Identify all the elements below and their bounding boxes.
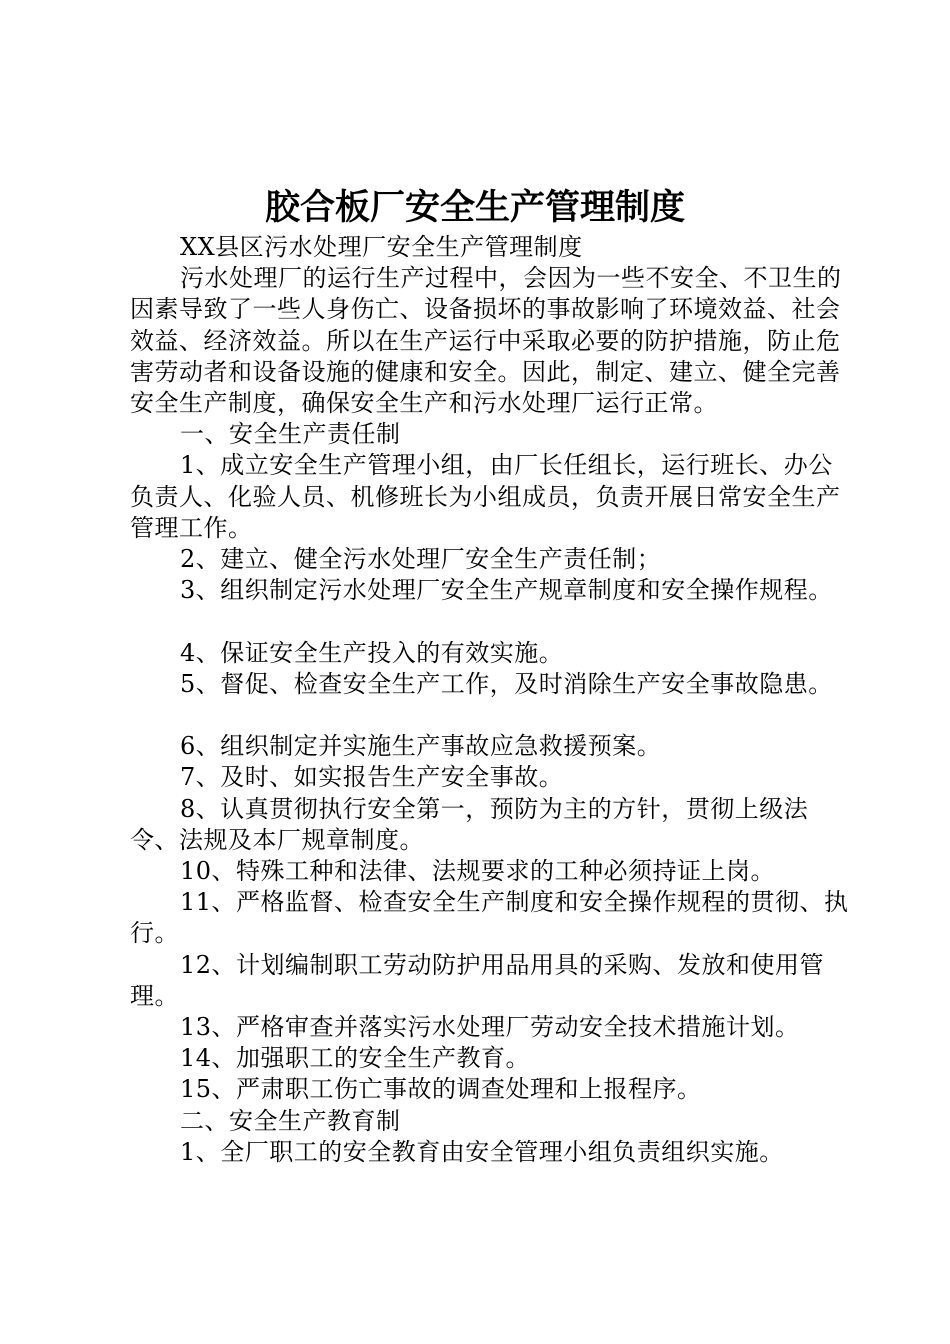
paragraph: 2、建立、健全污水处理厂安全生产责任制；	[180, 545, 662, 574]
paragraph: 14、加强职工的安全生产教育。	[180, 1044, 531, 1073]
paragraph: 一、安全生产责任制	[180, 420, 401, 449]
paragraph: 15、严肃职工伤亡事故的调查处理和上报程序。	[180, 1075, 702, 1104]
document-title: 胶合板厂安全生产管理制度	[264, 188, 685, 228]
paragraph: XX县区污水处理厂安全生产管理制度	[180, 233, 583, 261]
paragraph: 1、成立安全生产管理小组，由厂长任组长，运行班长、办公负责人、化验人员、机修班长为小组成员，负责开展日常安全生产管理工作。	[130, 451, 841, 542]
paragraph: 11、严格监督、检查安全生产制度和安全操作规程的贯彻、执行。	[130, 888, 849, 948]
blank-line	[130, 606, 855, 637]
paragraph: 10、特殊工种和法律、法规要求的工种必须持证上岗。	[180, 857, 776, 886]
paragraph: 污水处理厂的运行生产过程中，会因为一些不安全、不卫生的因素导致了一些人身伤亡、设备损坏的事故影响了环境效益、社会效益、经济效益。所以在生产运行中采取必要的防护措施，防止危害劳动者和设备设施的健康和安全。因此，制定、建立、健全完善安全生产制度，确保安全生产和污水处理厂运行正常。	[130, 264, 842, 418]
paragraph: 4、保证安全生产投入的有效实施。	[180, 638, 564, 667]
blank-line	[130, 700, 855, 731]
paragraph: 6、组织制定并实施生产事故应急救援预案。	[180, 732, 662, 761]
paragraph: 二、安全生产教育制	[180, 1106, 401, 1135]
document-body	[130, 232, 855, 1168]
paragraph: 13、严格审查并落实污水处理厂劳动安全技术措施计划。	[180, 1013, 800, 1042]
paragraph: 8、认真贯彻执行安全第一，预防为主的方针，贯彻上级法令、法规及本厂规章制度。	[130, 794, 809, 854]
paragraph: 12、计划编制职工劳动防护用品用具的采购、发放和使用管理。	[130, 950, 825, 1010]
paragraph: 5、督促、检查安全生产工作，及时消除生产安全事故隐患。	[180, 669, 833, 698]
paragraph: 7、及时、如实报告生产安全事故。	[180, 763, 564, 792]
paragraph: 3、组织制定污水处理厂安全生产规章制度和安全操作规程。	[180, 576, 833, 605]
paragraph: 1、全厂职工的安全教育由安全管理小组负责组织实施。	[180, 1137, 784, 1166]
